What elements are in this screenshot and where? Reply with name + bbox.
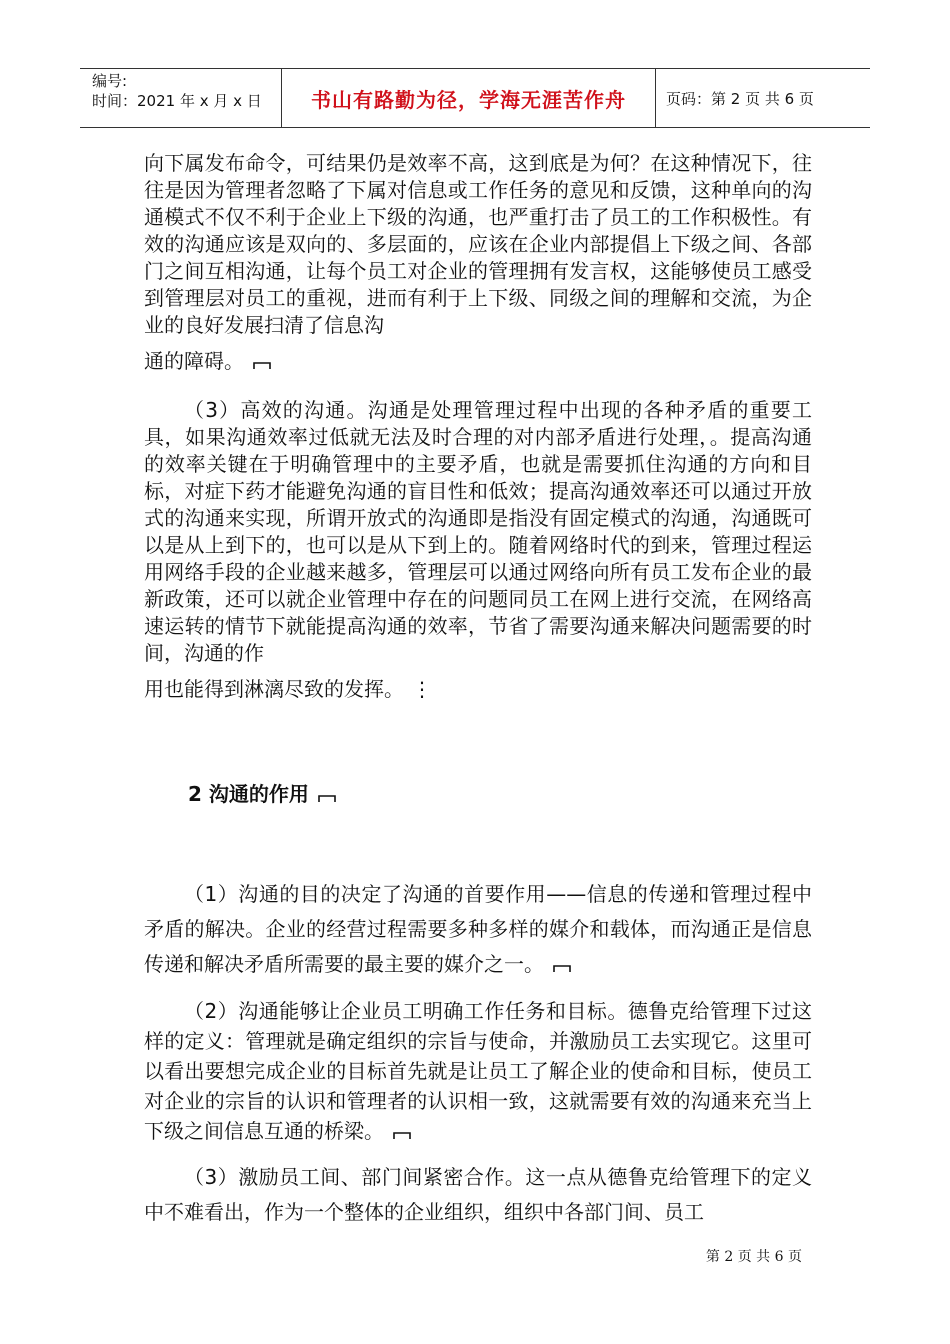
paragraph-2: （3）高效的沟通。沟通是处理管理过程中出现的各种矛盾的重要工具，如果沟通效率过低就无法及时合理的对内部矛盾进行处理，。提高沟通的效率关键在于明确管理中的主要矛盾，也就是需要抓住沟通的方向和目标，对症下药才能避免沟通的盲目性和低效；提高沟通效率还可以通过开放式的沟通来实现，所谓开放式的沟通即是指没有固定模式的沟通，沟通既可以是从上到下的，也可以是从下到上的。随着网络时代的到来，管理过程运用网络手段的企业越来越多，管理层可以通过网络向所有员工发布企业的最新政策，还可以就企业管理中存在的问题同员工在网上进行交流，在网络高速运转的情节下就能提高沟通的效率，节省了需要沟通来解决问题需要的时间，沟通的作 bbox=[144, 398, 812, 665]
ellipsis-mark-icon: ⋮ bbox=[412, 677, 432, 701]
document-body bbox=[144, 150, 812, 1230]
paragraph-mark-icon bbox=[317, 791, 337, 803]
spacer bbox=[144, 809, 812, 877]
paragraph-mark-icon bbox=[252, 358, 272, 370]
paragraph-3-text: （1）沟通的目的决定了沟通的首要作用——信息的传递和管理过程中矛盾的解决。企业的经营过程需要多种多样的媒介和载体，而沟通正是信息传递和解决矛盾所需要的最主要的媒介之一。 bbox=[144, 882, 812, 976]
paragraph-1: 向下属发布命令，可结果仍是效率不高，这到底是为何？在这种情况下，往往是因为管理者忽略了下属对信息或工作任务的意见和反馈，这种单向的沟通模式不仅不利于企业上下级的沟通，也严重打击了员工的工作积极性。有效的沟通应该是双向的、多层面的，应该在企业内部提倡上下级之间、各部门之间互相沟通，让每个员工对企业的管理拥有发言权，这能够使员工感受到管理层对员工的重视，进而有利于上下级、同级之间的理解和交流，为企业的良好发展扫清了信息沟 bbox=[144, 151, 812, 337]
paragraph-5: （3）激励员工间、部门间紧密合作。这一点从德鲁克给管理下的定义中不难看出，作为一个整体的企业组织，组织中各部门间、员工 bbox=[144, 1165, 812, 1224]
doc-code-label: 编号: bbox=[92, 72, 128, 90]
spacer bbox=[144, 383, 812, 397]
paragraph-mark-icon bbox=[392, 1128, 412, 1140]
paragraph-3 bbox=[144, 877, 812, 982]
document-header bbox=[80, 68, 870, 128]
spacer bbox=[144, 1146, 812, 1160]
paragraph-1-end-text: 通的障碍。 bbox=[144, 349, 244, 373]
paragraph-mark-icon bbox=[552, 961, 572, 973]
spacer bbox=[144, 982, 812, 996]
section-heading bbox=[188, 779, 812, 809]
header-motto: 书山有路勤为径，学海无涯苦作舟 bbox=[282, 69, 656, 127]
paragraph-4-text: （2）沟通能够让企业员工明确工作任务和目标。德鲁克给管理下过这样的定义：管理就是确定组织的宗旨与使命，并激励员工去实现它。这里可以看出要想完成企业的目标首先就是让员工了解企业的使命和目标，使员工对企业的宗旨的认识和管理者的认识相一致，这就需要有效的沟通来充当上下级之间信息互通的桥梁。 bbox=[144, 999, 812, 1143]
page-footer: 第 2 页 共 6 页 bbox=[705, 1249, 802, 1265]
spacer bbox=[144, 711, 812, 779]
section-heading-text: 2 沟通的作用 bbox=[188, 782, 309, 806]
paragraph-4 bbox=[144, 996, 812, 1146]
header-page-info: 页码：第 2 页 共 6 页 bbox=[666, 89, 814, 108]
paragraph-2-end-text: 用也能得到淋漓尽致的发挥。 bbox=[144, 677, 404, 701]
paragraph-2-end bbox=[144, 667, 812, 711]
doc-time-label: 时间：2021 年 x 月 x 日 bbox=[92, 92, 262, 110]
paragraph-1-end bbox=[144, 339, 812, 383]
header-meta bbox=[80, 69, 282, 127]
